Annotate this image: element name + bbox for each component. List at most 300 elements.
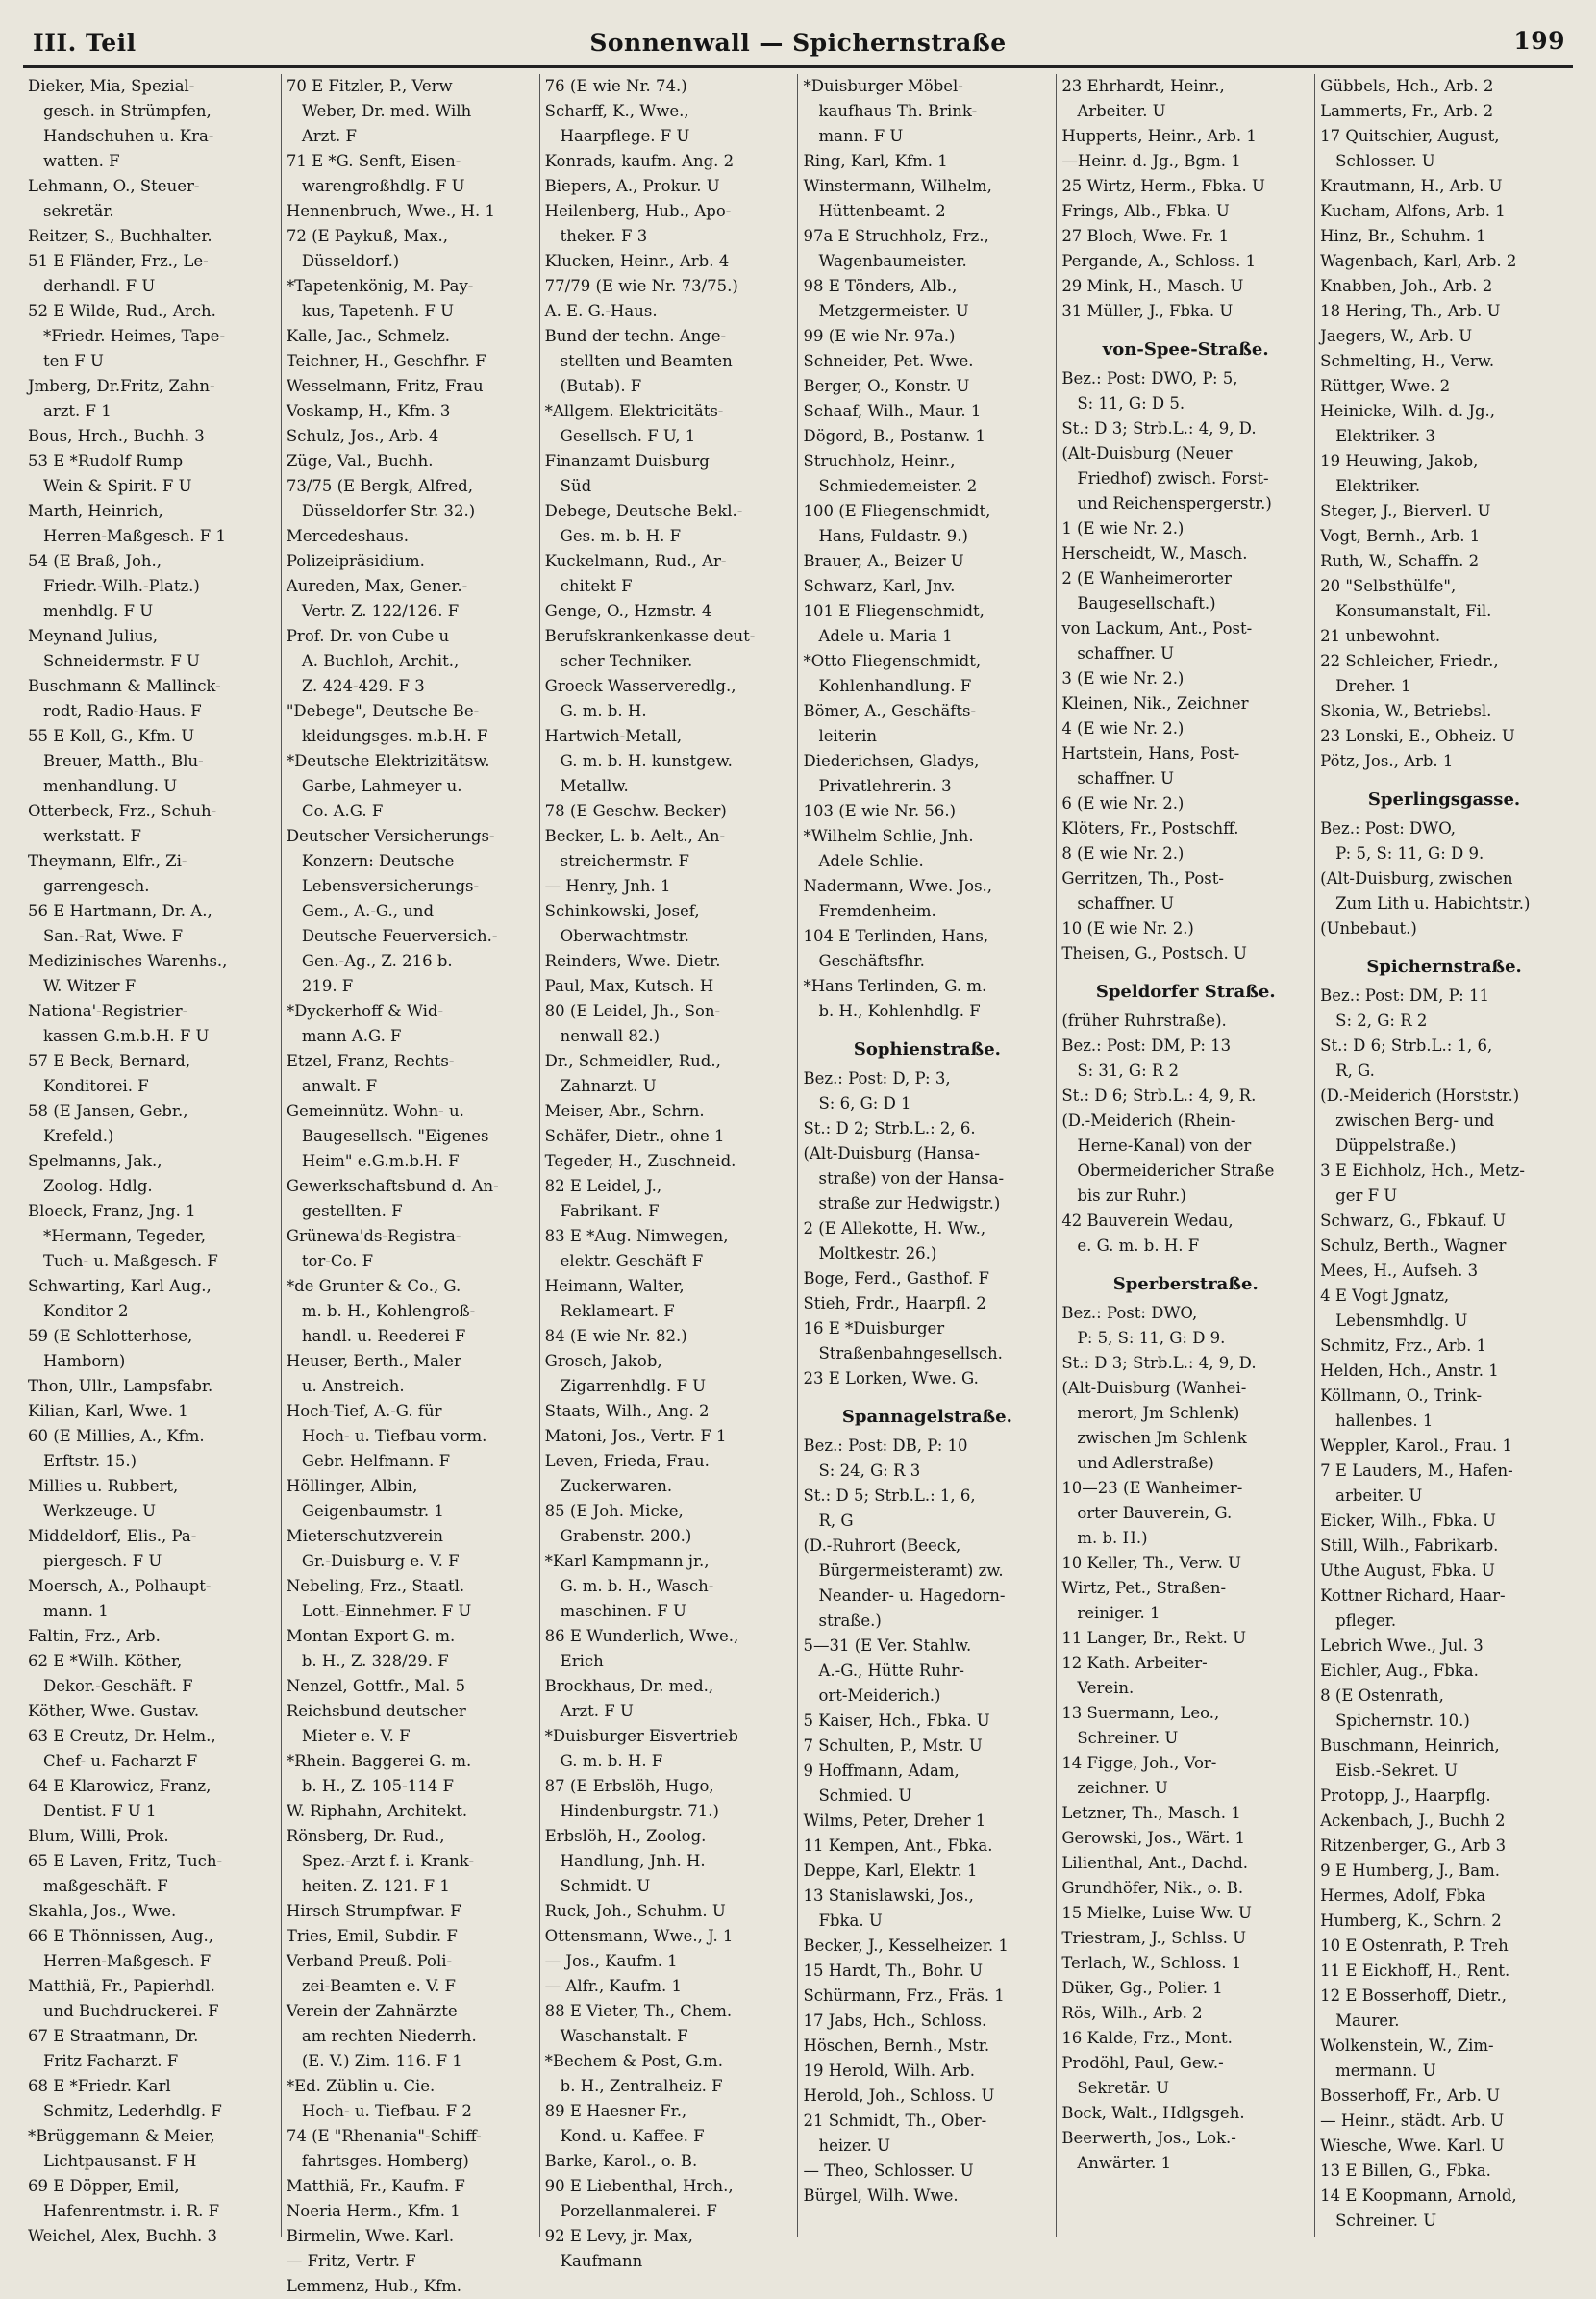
directory-entry: Helden, Hch., Anstr. 1 <box>1320 1362 1499 1380</box>
column-5 <box>1057 74 1315 2237</box>
directory-entry: Schürmann, Frz., Fräs. 1 <box>803 1987 1005 2005</box>
directory-entry: 3 E Eichholz, Hch., Metz- ger F U <box>1320 1162 1525 1205</box>
directory-entry: Köllmann, O., Trink- hallenbes. 1 <box>1320 1387 1483 1430</box>
directory-entry: 21 unbewohnt. <box>1320 627 1441 645</box>
directory-entry: 100 (E Fliegenschmidt, Hans, Fuldastr. 9.) <box>803 502 991 545</box>
directory-entry: 15 Hardt, Th., Bohr. U <box>803 1962 984 1980</box>
directory-entry: 78 (E Geschw. Becker) <box>544 802 727 820</box>
directory-entry: Kleinen, Nik., Zeichner <box>1061 694 1249 712</box>
directory-entry: Skonia, W., Betriebsl. <box>1320 702 1492 720</box>
directory-entry: Wesselmann, Fritz, Frau <box>286 377 484 395</box>
directory-entry: Otterbeck, Frz., Schuh- werkstatt. F <box>28 802 217 845</box>
directory-entry: (Alt-Duisburg (Wanhei- merort, Jm Schlenk) zwischen Jm Schlenk und Adlerstraße) <box>1061 1379 1247 1472</box>
directory-entry: Nebeling, Frz., Staatl. Lott.-Einnehmer. F U <box>286 1577 472 1620</box>
directory-entry: Berufskrankenkasse deut- scher Techniker. <box>544 627 756 670</box>
directory-entry: Kottner Richard, Haar- pfleger. <box>1320 1587 1506 1630</box>
directory-entry: 86 E Wunderlich, Wwe., Erich <box>544 1627 739 1670</box>
directory-entry: 13 Stanislawski, Jos., Fbka. U <box>803 1887 974 1930</box>
directory-entry: 10 Keller, Th., Verw. U <box>1061 1554 1242 1572</box>
directory-entry: 80 (E Leidel, Jh., Son- nenwall 82.) <box>544 1002 721 1045</box>
column-3 <box>540 74 799 2270</box>
directory-entry: 71 E *G. Senft, Eisen- warengroßhdlg. F U <box>286 152 465 195</box>
directory-entry: 73/75 (E Bergk, Alfred, Düsseldorfer Str. 32.) <box>286 477 476 520</box>
directory-entry: Paul, Max, Kutsch. H <box>544 977 714 995</box>
directory-entry: — Theo, Schlosser. U <box>803 2162 974 2180</box>
directory-entry: Becker, L. b. Aelt., An- streichermstr. F <box>544 827 726 870</box>
directory-entry: — Jos., Kaufm. 1 <box>544 1952 678 1970</box>
directory-entry: *Karl Kampmann jr., G. m. b. H., Wasch- maschinen. F U <box>544 1552 714 1620</box>
directory-entry: Hupperts, Heinr., Arb. 1 <box>1061 127 1257 145</box>
directory-entry: Klöters, Fr., Postschff. <box>1061 819 1239 837</box>
directory-entry: Dieker, Mia, Spezial- gesch. in Strümpfen, Handschuhen u. Kra- watten. F <box>28 77 214 170</box>
directory-entry: *Tapetenkönig, M. Pay- kus, Tapetenh. F U <box>286 277 474 320</box>
directory-entry: Schaaf, Wilh., Maur. 1 <box>803 402 982 420</box>
page-title: Sonnenwall — Spichernstraße <box>589 29 1007 57</box>
directory-entry: Bürgel, Wilh. Wwe. <box>803 2187 959 2205</box>
directory-entry: Tries, Emil, Subdir. F <box>286 1927 458 1945</box>
directory-entry: Etzel, Franz, Rechts- anwalt. F <box>286 1052 455 1095</box>
street-heading: von-Spee-Straße. <box>1102 339 1269 360</box>
directory-entry: Bez.: Post: DM, P: 13 S: 31, G: R 2 <box>1061 1037 1232 1080</box>
directory-entry: 84 (E wie Nr. 82.) <box>544 1327 687 1345</box>
directory-entry: Schulz, Jos., Arb. 4 <box>286 427 439 445</box>
directory-entry: 87 (E Erbslöh, Hugo, Hindenburgstr. 71.) <box>544 1777 719 1820</box>
directory-entry: St.: D 5; Strb.L.: 1, 6, R, G <box>803 1487 976 1530</box>
directory-entry: Moersch, A., Polhaupt- mann. 1 <box>28 1577 212 1620</box>
directory-entry: Biepers, A., Prokur. U <box>544 177 720 195</box>
directory-entry: Gewerkschaftsbund d. An- gestellten. F <box>286 1177 499 1220</box>
directory-entry: Rös, Wilh., Arb. 2 <box>1061 2004 1203 2022</box>
directory-entry: Mieterschutzverein Gr.-Duisburg e. V. F <box>286 1527 460 1570</box>
directory-entry: 13 E Billen, G., Fbka. <box>1320 2162 1491 2180</box>
directory-entry: Skahla, Jos., Wwe. <box>28 1902 177 1920</box>
directory-entry: Gerritzen, Th., Post- schaffner. U <box>1061 869 1224 912</box>
directory-entry: 74 (E "Rhenania"-Schiff- fahrtsges. Homberg) <box>286 2127 482 2170</box>
directory-entry: Staats, Wilh., Ang. 2 <box>544 1402 710 1420</box>
directory-entry: Wilms, Peter, Dreher 1 <box>803 1812 986 1830</box>
directory-entry: Mees, H., Aufseh. 3 <box>1320 1262 1479 1280</box>
directory-entry: Klucken, Heinr., Arb. 4 <box>544 252 730 270</box>
directory-entry: Weichel, Alex, Buchh. 3 <box>28 2227 218 2245</box>
directory-entry: A. E. G.-Haus. <box>544 302 658 320</box>
directory-entry: 97a E Struchholz, Frz., Wagenbaumeister. <box>803 227 989 270</box>
directory-entry: Ring, Karl, Kfm. 1 <box>803 152 948 170</box>
directory-entry: Kuckelmann, Rud., Ar- chitekt F <box>544 552 727 595</box>
directory-entry: (Alt-Duisburg, zwischen Zum Lith u. Habichtstr.) <box>1320 869 1531 912</box>
directory-entry: Leven, Frieda, Frau. Zuckerwaren. <box>544 1452 710 1495</box>
directory-entry: 15 Mielke, Luise Ww. U <box>1061 1904 1252 1922</box>
directory-entry: Hinz, Br., Schuhm. 1 <box>1320 227 1486 245</box>
directory-entry: 11 Langer, Br., Rekt. U <box>1061 1629 1247 1647</box>
directory-entry: Buschmann & Mallinck- rodt, Radio-Haus. F <box>28 677 221 720</box>
directory-entry: Triestram, J., Schlss. U <box>1061 1929 1247 1947</box>
directory-entry: Verband Preuß. Poli- zei-Beamten e. V. F <box>286 1952 457 1995</box>
directory-entry: Becker, J., Kesselheizer. 1 <box>803 1937 1009 1955</box>
directory-entry: 22 Schleicher, Friedr., Dreher. 1 <box>1320 652 1499 695</box>
directory-entry: Eichler, Aug., Fbka. <box>1320 1662 1479 1680</box>
directory-entry: *Wilhelm Schlie, Jnh. Adele Schlie. <box>803 827 974 870</box>
directory-entry: *de Grunter & Co., G. m. b. H., Kohlengroß- handl. u. Reederei F <box>286 1277 476 1345</box>
directory-entry: Bez.: Post: D, P: 3, S: 6, G: D 1 <box>803 1069 951 1112</box>
directory-entry: Wagenbach, Karl, Arb. 2 <box>1320 252 1517 270</box>
directory-entry: 27 Bloch, Wwe. Fr. 1 <box>1061 227 1230 245</box>
directory-entry: 83 E *Aug. Nimwegen, elektr. Geschäft F <box>544 1227 729 1270</box>
directory-entry: — Fritz, Vertr. F <box>286 2252 416 2270</box>
directory-entry: Nenzel, Gottfr., Mal. 5 <box>286 1677 466 1695</box>
directory-entry: 18 Hering, Th., Arb. U <box>1320 302 1501 320</box>
directory-entry: 57 E Beck, Bernard, Konditorei. F <box>28 1052 191 1095</box>
directory-entry: 1 (E wie Nr. 2.) <box>1061 519 1185 537</box>
directory-entry: Bez.: Post: DM, P: 11 S: 2, G: R 2 <box>1320 987 1489 1030</box>
directory-entry: Schäfer, Dietr., ohne 1 <box>544 1127 725 1145</box>
directory-entry: Gerowski, Jos., Wärt. 1 <box>1061 1829 1246 1847</box>
directory-entry: —Heinr. d. Jg., Bgm. 1 <box>1061 152 1241 170</box>
directory-entry: 70 E Fitzler, P., Verw Weber, Dr. med. Wilh Arzt. F <box>286 77 472 145</box>
directory-entry: 7 E Lauders, M., Hafen- arbeiter. U <box>1320 1462 1513 1505</box>
directory-entry: Aureden, Max, Gener.- Vertr. Z. 122/126. F <box>286 577 468 620</box>
directory-entry: *Otto Fliegenschmidt, Kohlenhandlung. F <box>803 652 982 695</box>
directory-entry: Hennenbruch, Wwe., H. 1 <box>286 202 496 220</box>
directory-entry: Hoch-Tief, A.-G. für Hoch- u. Tiefbau vorm. Gebr. Helfmann. F <box>286 1402 487 1470</box>
directory-entry: 59 (E Schlotterhose, Hamborn) <box>28 1327 193 1370</box>
directory-entry: 10 (E wie Nr. 2.) <box>1061 919 1194 937</box>
directory-entry: Bund der techn. Ange- stellten und Beamten (Butab). F <box>544 327 733 395</box>
directory-entry: 19 Heuwing, Jakob, Elektriker. <box>1320 452 1479 495</box>
directory-entry: 103 (E wie Nr. 56.) <box>803 802 957 820</box>
directory-entry: Bömer, A., Geschäfts- leiterin <box>803 702 977 745</box>
directory-entry: 31 Müller, J., Fbka. U <box>1061 302 1234 320</box>
directory-entry: Schwarz, G., Fbkauf. U <box>1320 1212 1507 1230</box>
directory-entry: 19 Herold, Wilh. Arb. <box>803 2062 975 2080</box>
directory-entry: Dr., Schmeidler, Rud., Zahnarzt. U <box>544 1052 721 1095</box>
column-2 <box>282 74 540 2295</box>
directory-entry: Grünewa'ds-Registra- tor-Co. F <box>286 1227 461 1270</box>
directory-entry: 85 (E Joh. Micke, Grabenstr. 200.) <box>544 1502 692 1545</box>
directory-entry: Bock, Walt., Hdlgsgeh. <box>1061 2104 1245 2122</box>
directory-entry: 12 Kath. Arbeiter- Verein. <box>1061 1654 1208 1697</box>
directory-entry: 23 Ehrhardt, Heinr., Arbeiter. U <box>1061 77 1225 120</box>
directory-entry: 101 E Fliegenschmidt, Adele u. Maria 1 <box>803 602 985 645</box>
directory-entry: Schmelting, H., Verw. <box>1320 352 1495 370</box>
directory-entry: Birmelin, Wwe. Karl. <box>286 2227 455 2245</box>
directory-entry: (Unbebaut.) <box>1320 919 1417 937</box>
directory-entry: St.: D 2; Strb.L.: 2, 6. <box>803 1119 976 1137</box>
directory-entry: Lammerts, Fr., Arb. 2 <box>1320 102 1494 120</box>
directory-entry: W. Riphahn, Architekt. <box>286 1802 468 1820</box>
directory-entry: Schmitz, Frz., Arb. 1 <box>1320 1337 1487 1355</box>
directory-entry: 88 E Vieter, Th., Chem. Waschanstalt. F <box>544 2002 733 2045</box>
directory-entry: Hermes, Adolf, Fbka <box>1320 1887 1486 1905</box>
directory-entry: *Bechem & Post, G.m. b. H., Zentralheiz. F <box>544 2052 723 2095</box>
directory-entry: Eicker, Wilh., Fbka. U <box>1320 1512 1496 1530</box>
directory-entry: Nadermann, Wwe. Jos., Fremdenheim. <box>803 877 993 920</box>
directory-entry: Kilian, Karl, Wwe. 1 <box>28 1402 188 1420</box>
directory-entry: Kalle, Jac., Schmelz. <box>286 327 451 345</box>
directory-entry: 52 E Wilde, Rud., Arch. *Friedr. Heimes, Tape- ten F U <box>28 302 226 370</box>
directory-entry: 5—31 (E Ver. Stahlw. A.-G., Hütte Ruhr- ort-Meiderich.) <box>803 1637 972 1705</box>
directory-entry: Vogt, Bernh., Arb. 1 <box>1320 527 1481 545</box>
directory-entry: Blum, Willi, Prok. <box>28 1827 169 1845</box>
street-heading: Speldorfer Straße. <box>1095 982 1276 1002</box>
directory-entry: *Allgem. Elektricitäts- Gesellsch. F U, 1 <box>544 402 724 445</box>
directory-entry: *Ed. Züblin u. Cie. Hoch- u. Tiefbau. F 2 <box>286 2077 472 2120</box>
directory-entry: St.: D 6; Strb.L.: 4, 9, R. <box>1061 1087 1257 1105</box>
directory-entry: Matthiä, Fr., Papierhdl. und Buchdruckerei. F <box>28 1977 219 2020</box>
directory-entry: 72 (E Paykuß, Max., Düsseldorf.) <box>286 227 448 270</box>
directory-entry: 64 E Klarowicz, Franz, Dentist. F U 1 <box>28 1777 212 1820</box>
directory-entry: (D.-Ruhrort (Beeck, Bürgermeisteramt) zw. Neander- u. Hagedorn- straße.) <box>803 1537 1006 1630</box>
street-heading: Sophienstraße. <box>853 1039 1001 1060</box>
directory-entry: Schulz, Berth., Wagner <box>1320 1237 1507 1255</box>
street-heading: Spannagelstraße. <box>841 1407 1012 1427</box>
directory-entry: Finanzamt Duisburg Süd <box>544 452 710 495</box>
directory-entry: von Lackum, Ant., Post- schaffner. U <box>1061 619 1253 662</box>
directory-entry: Lilienthal, Ant., Dachd. <box>1061 1854 1249 1872</box>
directory-entry: Winstermann, Wilhelm, Hüttenbeamt. 2 <box>803 177 992 220</box>
directory-entry: Grosch, Jakob, Zigarrenhdlg. F U <box>544 1352 707 1395</box>
directory-entry: Brauer, A., Beizer U <box>803 552 964 570</box>
directory-entry: St.: D 3; Strb.L.: 4, 9, D. <box>1061 1354 1257 1372</box>
directory-entry: 5 Kaiser, Hch., Fbka. U <box>803 1712 990 1730</box>
directory-entry: 13 Suermann, Leo., Schreiner. U <box>1061 1704 1220 1747</box>
directory-entry: Pergande, A., Schloss. 1 <box>1061 252 1257 270</box>
directory-entry: Pötz, Jos., Arb. 1 <box>1320 752 1454 770</box>
directory-entry: 20 "Selbsthülfe", Konsumanstalt, Fil. <box>1320 577 1492 620</box>
directory-entry: Berger, O., Konstr. U <box>803 377 970 395</box>
directory-entry: Beerwerth, Jos., Lok.- Anwärter. 1 <box>1061 2129 1236 2172</box>
directory-entry: Lemmenz, Hub., Kfm. <box>286 2277 462 2295</box>
directory-entry: 29 Mink, H., Masch. U <box>1061 277 1244 295</box>
directory-entry: 62 E *Wilh. Köther, Dekor.-Geschäft. F <box>28 1652 193 1695</box>
directory-entry: Noeria Herm., Kfm. 1 <box>286 2202 461 2220</box>
directory-entry: 9 Hoffmann, Adam, Schmied. U <box>803 1762 960 1805</box>
directory-entry: 6 (E wie Nr. 2.) <box>1061 794 1185 812</box>
directory-entry: Bez.: Post: DWO, P: 5, S: 11, G: D 9. <box>1320 819 1484 862</box>
directory-entry: 92 E Levy, jr. Max, Kaufmann <box>544 2227 693 2270</box>
directory-entry: *Hans Terlinden, G. m. b. H., Kohlenhdlg. F <box>803 977 987 1020</box>
directory-entry: 25 Wirtz, Herm., Fbka. U <box>1061 177 1265 195</box>
directory-entry: Gemeinnütz. Wohn- u. Baugesellsch. "Eigenes Heim" e.G.m.b.H. F <box>286 1102 489 1170</box>
directory-entry: Ruth, W., Schaffn. 2 <box>1320 552 1480 570</box>
directory-entry: Bez.: Post: DWO, P: 5, S: 11, G: D 5. <box>1061 369 1238 412</box>
directory-entry: Herscheidt, W., Masch. <box>1061 544 1248 562</box>
directory-entry: 65 E Laven, Fritz, Tuch- maßgeschäft. F <box>28 1852 223 1895</box>
directory-entry: Prof. Dr. von Cube u A. Buchloh, Archit., Z. 424-429. F 3 <box>286 627 460 695</box>
directory-entry: *Deutsche Elektrizitätsw. Garbe, Lahmeyer u. Co. A.G. F <box>286 752 490 820</box>
directory-entry: Schinkowski, Josef, Oberwachtmstr. <box>544 902 700 945</box>
directory-entry: Barke, Karol., o. B. <box>544 2152 698 2170</box>
directory-entry: 77/79 (E wie Nr. 73/75.) <box>544 277 738 295</box>
directory-entry: 66 E Thönnissen, Aug., Herren-Maßgesch. F <box>28 1927 214 1970</box>
directory-entry: 11 E Eickhoff, H., Rent. <box>1320 1962 1510 1980</box>
directory-entry: Still, Wilh., Fabrikarb. <box>1320 1537 1499 1555</box>
column-1 <box>23 74 282 2245</box>
directory-entry: Stieh, Frdr., Haarpfl. 2 <box>803 1294 986 1312</box>
directory-entry: Bez.: Post: DWO, P: 5, S: 11, G: D 9. <box>1061 1304 1226 1347</box>
directory-entry: Bloeck, Franz, Jng. 1 *Hermann, Tegeder, Tuch- u. Maßgesch. F <box>28 1202 218 1270</box>
directory-entry: 99 (E wie Nr. 97a.) <box>803 327 956 345</box>
directory-entry: Debege, Deutsche Bekl.- Ges. m. b. H. F <box>544 502 743 545</box>
directory-entry: Knabben, Joh., Arb. 2 <box>1320 277 1493 295</box>
directory-entry: 2 (E Allekotte, H. Ww., Moltkestr. 26.) <box>803 1219 986 1262</box>
directory-entry: 11 Kempen, Ant., Fbka. <box>803 1837 993 1855</box>
column-4 <box>798 74 1057 2237</box>
directory-entry: Matthiä, Fr., Kaufm. F <box>286 2177 465 2195</box>
page-header <box>23 17 1573 68</box>
directory-entry: (Alt-Duisburg (Neuer Friedhof) zwisch. Forst- und Reichenspergerstr.) <box>1061 444 1272 512</box>
directory-entry: Brockhaus, Dr. med., Arzt. F U <box>544 1677 714 1720</box>
directory-entry: Reinders, Wwe. Dietr. <box>544 952 721 970</box>
directory-entry: Schneider, Pet. Wwe. <box>803 352 974 370</box>
directory-entry: Millies u. Rubbert, Werkzeuge. U <box>28 1477 179 1520</box>
directory-entry: Frings, Alb., Fbka. U <box>1061 202 1230 220</box>
street-heading: Sperlingsgasse. <box>1367 789 1521 810</box>
directory-entry: 82 E Leidel, J., Fabrikant. F <box>544 1177 662 1220</box>
directory-entry: Schwarz, Karl, Jnv. <box>803 577 956 595</box>
directory-entry: Theymann, Elfr., Zi- garrengesch. <box>28 852 187 895</box>
directory-entry: Letzner, Th., Masch. 1 <box>1061 1804 1241 1822</box>
directory-entry: Dögord, B., Postanw. 1 <box>803 427 986 445</box>
directory-entry: 53 E *Rudolf Rump Wein & Spirit. F U <box>28 452 192 495</box>
directory-entry: Köther, Wwe. Gustav. <box>28 1702 200 1720</box>
directory-entry: Reitzer, S., Buchhalter. <box>28 227 212 245</box>
directory-entry: Meynand Julius, Schneidermstr. F U <box>28 627 200 670</box>
directory-entry: Jmberg, Dr.Fritz, Zahn- arzt. F 1 <box>28 377 215 420</box>
directory-entry: 16 E *Duisburger Straßenbahngesellsch. <box>803 1319 1003 1362</box>
directory-entry: 54 (E Braß, Joh., Friedr.-Wilh.-Platz.) menhdlg. F U <box>28 552 200 620</box>
directory-entry: Düker, Gg., Polier. 1 <box>1061 1979 1223 1997</box>
directory-entry: — Henry, Jnh. 1 <box>544 877 671 895</box>
directory-entry: Höschen, Bernh., Mstr. <box>803 2037 990 2055</box>
directory-entry: Kucham, Alfons, Arb. 1 <box>1320 202 1506 220</box>
directory-entry: Ruck, Joh., Schuhm. U <box>544 1902 726 1920</box>
directory-entry: *Rhein. Baggerei G. m. b. H., Z. 105-114 F <box>286 1752 472 1795</box>
directory-entry: 89 E Haesner Fr., Kond. u. Kaffee. F <box>544 2102 705 2145</box>
directory-entry: Heilenberg, Hub., Apo- theker. F 3 <box>544 202 732 245</box>
directory-entry: Rönsberg, Dr. Rud., Spez.-Arzt f. i. Krank- heiten. Z. 121. F 1 <box>286 1827 475 1895</box>
directory-entry: "Debege", Deutsche Be- kleidungsges. m.b.H. F <box>286 702 488 745</box>
directory-entry: Middeldorf, Elis., Pa- piergesch. F U <box>28 1527 197 1570</box>
directory-entry: Rüttger, Wwe. 2 <box>1320 377 1451 395</box>
directory-entry: Voskamp, H., Kfm. 3 <box>286 402 451 420</box>
directory-entry: — Alfr., Kaufm. 1 <box>544 1977 683 1995</box>
directory-entry: 8 (E Ostenrath, Spichernstr. 10.) <box>1320 1687 1470 1730</box>
directory-entry: 42 Bauverein Wedau, e. G. m. b. H. F <box>1061 1212 1234 1255</box>
directory-entry: 17 Quitschier, August, Schlosser. U <box>1320 127 1500 170</box>
directory-entry: Erbslöh, H., Zoolog. Handlung, Jnh. H. Schmidt. U <box>544 1827 707 1895</box>
directory-entry: 17 Jabs, Hch., Schloss. <box>803 2012 987 2030</box>
directory-entry: *Duisburger Eisvertrieb G. m. b. H. F <box>544 1727 738 1770</box>
directory-entry: Krautmann, H., Arb. U <box>1320 177 1503 195</box>
directory-entry: 58 (E Jansen, Gebr., Krefeld.) <box>28 1102 188 1145</box>
directory-entry: Hartwich-Metall, G. m. b. H. kunstgew. Metallw. <box>544 727 733 795</box>
directory-entry: (Alt-Duisburg (Hansa- straße) von der Hansa- straße zur Hedwigstr.) <box>803 1144 1005 1212</box>
directory-entry: 8 (E wie Nr. 2.) <box>1061 844 1185 862</box>
directory-entry: 2 (E Wanheimerorter Baugesellschaft.) <box>1061 569 1232 612</box>
directory-entry: 7 Schulten, P., Mstr. U <box>803 1737 983 1755</box>
directory-entry: Montan Export G. m. b. H., Z. 328/29. F <box>286 1627 456 1670</box>
directory-entry: Deppe, Karl, Elektr. 1 <box>803 1862 978 1880</box>
directory-entry: (D.-Meiderich (Horststr.) zwischen Berg- und Düppelstraße.) <box>1320 1087 1520 1155</box>
directory-entry: 55 E Koll, G., Kfm. U Breuer, Matth., Blu- menhandlung. U <box>28 727 204 795</box>
directory-entry: 14 E Koopmann, Arnold, Schreiner. U <box>1320 2187 1517 2230</box>
directory-entry: Faltin, Frz., Arb. <box>28 1627 161 1645</box>
directory-entry: Ottensmann, Wwe., J. 1 <box>544 1927 734 1945</box>
directory-entry: Diederichsen, Gladys, Privatlehrerin. 3 <box>803 752 980 795</box>
directory-entry: Bosserhoff, Fr., Arb. U <box>1320 2087 1500 2105</box>
directory-entry: Marth, Heinrich, Herren-Maßgesch. F 1 <box>28 502 226 545</box>
directory-entry: Struchholz, Heinr., Schmiedemeister. 2 <box>803 452 978 495</box>
directory-entry: Heinicke, Wilh. d. Jg., Elektriker. 3 <box>1320 402 1496 445</box>
directory-entry: Bez.: Post: DB, P: 10 S: 24, G: R 3 <box>803 1437 968 1480</box>
directory-entry: 76 (E wie Nr. 74.) <box>544 77 687 95</box>
directory-entry: Reichsbund deutscher Mieter e. V. F <box>286 1702 466 1745</box>
directory-entry: St.: D 6; Strb.L.: 1, 6, R, G. <box>1320 1037 1493 1080</box>
directory-entry: Konrads, kaufm. Ang. 2 <box>544 152 735 170</box>
directory-entry: 12 E Bosserhoff, Dietr., Maurer. <box>1320 1987 1507 2030</box>
directory-entry: Schwarting, Karl Aug., Konditor 2 <box>28 1277 212 1320</box>
directory-entry: Lebrich Wwe., Jul. 3 <box>1320 1637 1484 1655</box>
directory-entry: Grundhöfer, Nik., o. B. <box>1061 1879 1244 1897</box>
directory-entry: 98 E Tönders, Alb., Metzgermeister. U <box>803 277 969 320</box>
directory-entry: 23 Lonski, E., Obheiz. U <box>1320 727 1515 745</box>
directory-entry: Matoni, Jos., Vertr. F 1 <box>544 1427 727 1445</box>
directory-entry: Ritzenberger, G., Arb 3 <box>1320 1837 1507 1855</box>
part-label: III. Teil <box>33 29 137 57</box>
directory-entry: Weppler, Karol., Frau. 1 <box>1320 1437 1513 1455</box>
directory-entry: 68 E *Friedr. Karl Schmitz, Lederhdlg. F <box>28 2077 222 2120</box>
directory-entry: Humberg, K., Schrn. 2 <box>1320 1912 1502 1930</box>
directory-entry: 90 E Liebenthal, Hrch., Porzellanmalerei. F <box>544 2177 734 2220</box>
directory-entry: Heimann, Walter, Reklameart. F <box>544 1277 685 1320</box>
directory-entry: Wirtz, Pet., Straßen- reiniger. 1 <box>1061 1579 1227 1622</box>
directory-entry: Scharff, K., Wwe., Haarpflege. F U <box>544 102 690 145</box>
directory-entry: 67 E Straatmann, Dr. Fritz Facharzt. F <box>28 2027 199 2070</box>
directory-entry: 4 E Vogt Jgnatz, Lebensmhdlg. U <box>1320 1287 1468 1330</box>
directory-entry: 4 (E wie Nr. 2.) <box>1061 719 1185 737</box>
directory-entry: 21 Schmidt, Th., Ober- heizer. U <box>803 2112 987 2155</box>
directory-entry: Herold, Joh., Schloss. U <box>803 2087 995 2105</box>
directory-entry: 10—23 (E Wanheimer- orter Bauverein, G. m. b. H.) <box>1061 1479 1243 1547</box>
directory-entry: Protopp, J., Haarpflg. <box>1320 1787 1491 1805</box>
directory-entry: Teichner, H., Geschfhr. F <box>286 352 486 370</box>
directory-entry: Tegeder, H., Zuschneid. <box>544 1152 736 1170</box>
directory-entry: *Brüggemann & Meier, Lichtpausanst. F H <box>28 2127 215 2170</box>
directory-entry: Buschmann, Heinrich, Eisb.-Sekret. U <box>1320 1737 1500 1780</box>
directory-entry: 60 (E Millies, A., Kfm. Erftstr. 15.) <box>28 1427 205 1470</box>
directory-entry: Uthe August, Fbka. U <box>1320 1562 1495 1580</box>
columns <box>23 68 1573 2295</box>
directory-entry: Spelmanns, Jak., Zoolog. Hdlg. <box>28 1152 162 1195</box>
directory-entry: Thon, Ullr., Lampsfabr. <box>28 1377 213 1395</box>
directory-entry: *Duisburger Möbel- kaufhaus Th. Brink- mann. F U <box>803 77 978 145</box>
directory-entry: Bous, Hrch., Buchh. 3 <box>28 427 205 445</box>
directory-entry: Theisen, G., Postsch. U <box>1061 944 1247 962</box>
directory-entry: — Heinr., städt. Arb. U <box>1320 2112 1505 2130</box>
directory-entry: Steger, J., Bierverl. U <box>1320 502 1491 520</box>
directory-entry: 51 E Fländer, Frz., Le- derhandl. F U <box>28 252 209 295</box>
directory-entry: Hartstein, Hans, Post- schaffner. U <box>1061 744 1240 787</box>
directory-entry: 104 E Terlinden, Hans, Geschäftsfhr. <box>803 927 989 970</box>
directory-entry: Ackenbach, J., Buchh 2 <box>1320 1812 1506 1830</box>
directory-entry: Wolkenstein, W., Zim- mermann. U <box>1320 2037 1494 2080</box>
directory-entry: Heuser, Berth., Maler u. Anstreich. <box>286 1352 461 1395</box>
directory-entry: (früher Ruhrstraße). <box>1061 1012 1227 1030</box>
directory-entry: Medizinisches Warenhs., W. Witzer F <box>28 952 228 995</box>
directory-entry: (D.-Meiderich (Rhein- Herne-Kanal) von der Obermeidericher Straße bis zur Ruhr.) <box>1061 1112 1275 1205</box>
directory-entry: *Dyckerhoff & Wid- mann A.G. F <box>286 1002 444 1045</box>
directory-entry: Boge, Ferd., Gasthof. F <box>803 1269 989 1287</box>
